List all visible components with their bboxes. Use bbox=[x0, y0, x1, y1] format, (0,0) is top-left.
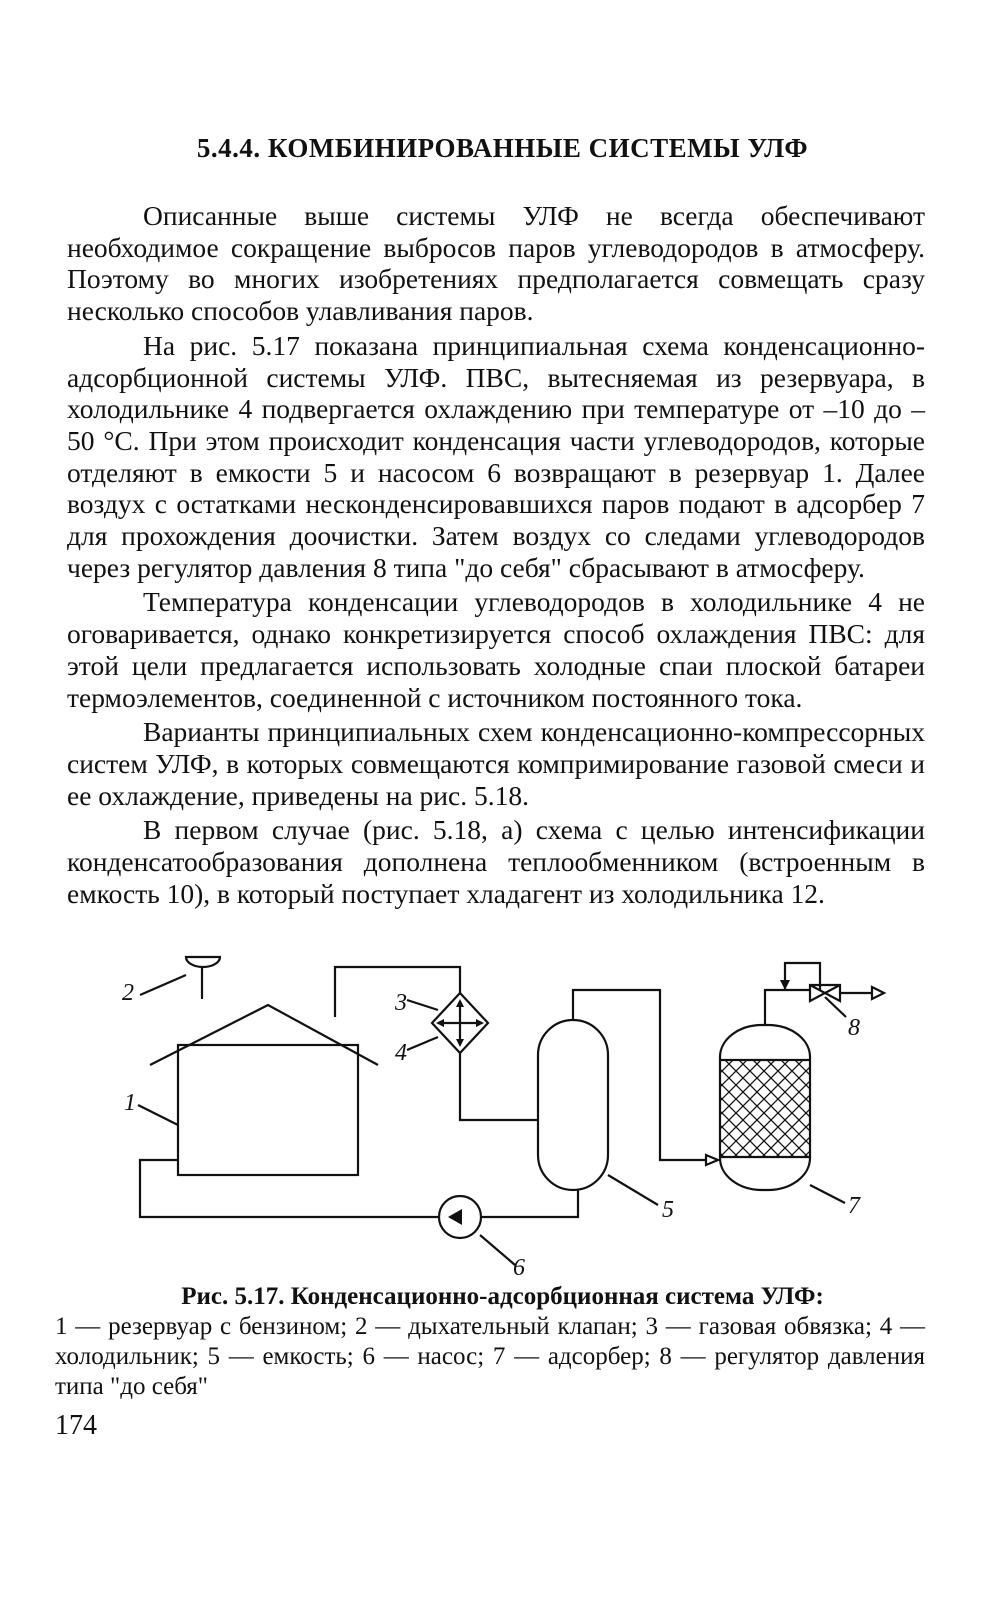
label-4: 4 bbox=[395, 1040, 407, 1066]
tank-roof bbox=[150, 1005, 378, 1065]
label-3: 3 bbox=[395, 990, 407, 1016]
return-line bbox=[482, 1190, 578, 1217]
label-2: 2 bbox=[122, 980, 134, 1006]
page-number: 174 bbox=[55, 1410, 97, 1441]
process-diagram bbox=[120, 945, 900, 1280]
figure-caption-title: Рис. 5.17. Конденсационно-адсорбционная система УЛФ: bbox=[181, 1283, 824, 1310]
label-1: 1 bbox=[124, 1090, 136, 1116]
sorbent-bed bbox=[721, 1061, 809, 1156]
outlet-line bbox=[765, 990, 815, 1025]
label-5: 5 bbox=[662, 1197, 674, 1223]
paragraph: В первом случае (рис. 5.18, а) схема с целью интенсификации конденсатообразования дополнена теплообменником (встроенным в емкость 10), в который поступает хладагент из холодильника 12. bbox=[67, 814, 925, 909]
breathing-valve bbox=[186, 957, 220, 967]
vapor-line bbox=[573, 990, 712, 1160]
diagram-svg bbox=[120, 945, 900, 1280]
regulator-valve bbox=[810, 985, 840, 1001]
label-8: 8 bbox=[848, 1015, 860, 1041]
vessel bbox=[538, 1020, 608, 1190]
paragraph: Варианты принципиальных схем конденсационно-компрессорных систем УЛФ, в которых совмещаются компримирование газовой смеси и ее охлаждение, приведены на рис. 5.18. bbox=[67, 716, 925, 811]
label-6: 6 bbox=[513, 1255, 525, 1280]
condensate-line bbox=[460, 1053, 538, 1120]
label-7: 7 bbox=[848, 1193, 860, 1219]
tank bbox=[178, 1045, 358, 1175]
body-text bbox=[67, 200, 925, 909]
figure-caption-body: 1 — резервуар с бензином; 2 — дыхательный клапан; 3 — газовая обвязка; 4 — холодильник; 5 — емкость; 6 — насос; 7 — адсорбер; 8 — регулятор давления типа "до себя" bbox=[55, 1313, 925, 1400]
paragraph: На рис. 5.17 показана принципиальная схема конденсационно-адсорбционной системы УЛФ. ПВС, вытесняемая из резервуара, в холодильнике 4 подвергается охлаждению при температуре от –10 до –50 °С. При этом происходит конденсация части углеводородов, которые отделяют в емкости 5 и насосом 6 возвращают в резервуар 1. Далее воздух с остатками несконденсировавшихся паров подают в адсорбер 7 для прохождения доочистки. Затем воздух со следами углеводородов через регулятор давления 8 типа "до себя" сбрасывают в атмосферу. bbox=[67, 329, 925, 583]
paragraph: Температура конденсации углеводородов в холодильнике 4 не оговаривается, однако конкретизируется способ охлаждения ПВС: для этой цели предлагается использовать холодные спаи плоской батареи термоэлементов, соединенной с источником постоянного тока. bbox=[67, 586, 925, 713]
paragraph: Описанные выше системы УЛФ не всегда обеспечивают необходимое сокращение выбросов паров углеводородов в атмосферу. Поэтому во многих изобретениях предполагается совмещать сразу несколько способов улавливания паров. bbox=[67, 200, 925, 327]
section-heading: 5.4.4. КОМБИНИРОВАННЫЕ СИСТЕМЫ УЛФ bbox=[196, 133, 809, 163]
